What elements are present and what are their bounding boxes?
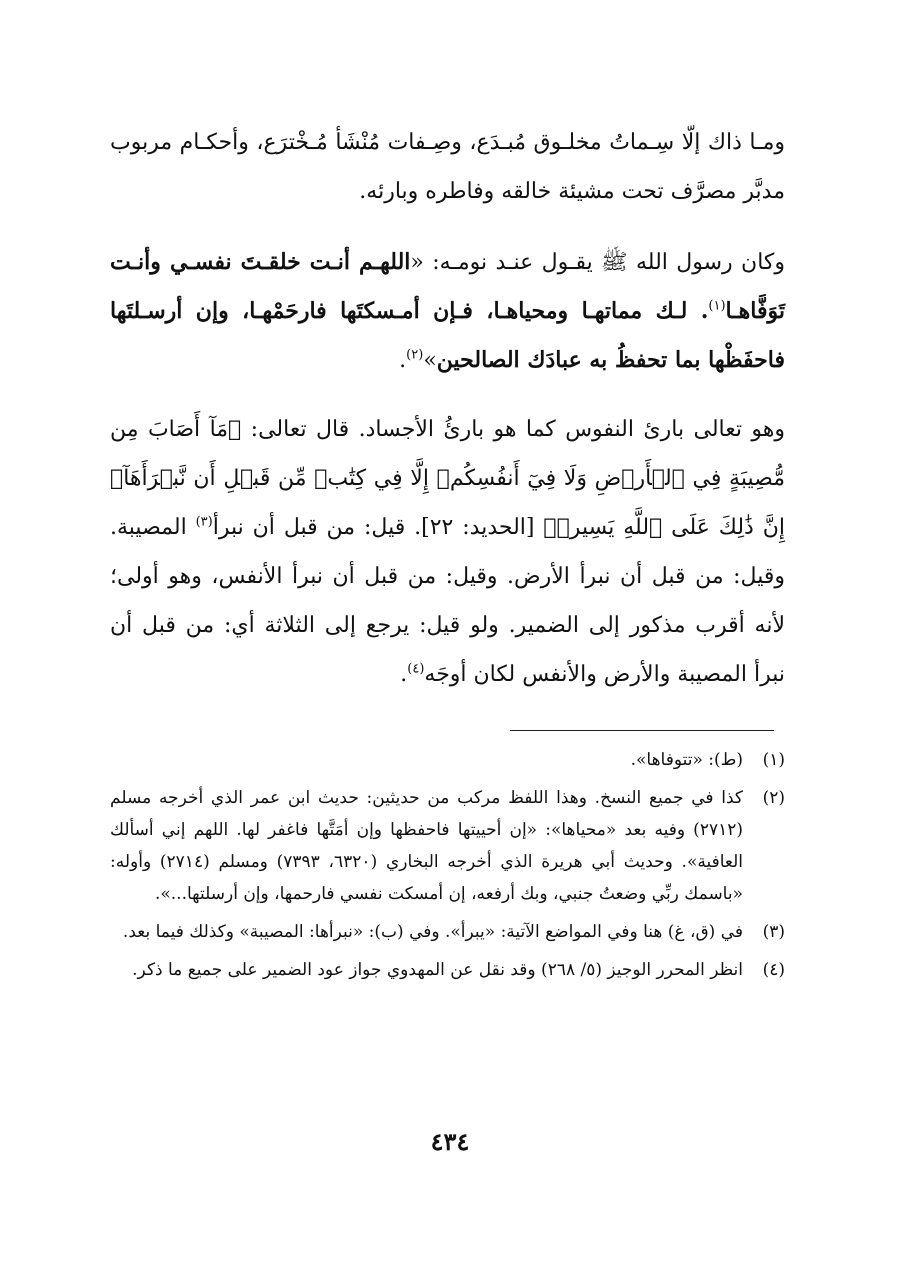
footnote-1 (110, 744, 785, 776)
footnote-number: (٤) (762, 960, 785, 980)
footnote-text: (ط): «تتوفاها». (630, 750, 743, 770)
footnote-number: (٣) (762, 922, 785, 942)
paragraph-3-intro: وهو تعالى بارئ النفوس كما هو بارئُ الأجساد. قال تعالى: (241, 417, 785, 442)
footnote-4 (110, 954, 785, 986)
footnote-text: انظر المحرر الوجيز (٥/ ٢٦٨) وقد نقل عن المهدوي جواز عود الضمير على جميع ما ذكر. (132, 960, 743, 980)
footnote-ref-4: (٤) (407, 661, 425, 677)
footnote-ref-2: (٢) (406, 347, 424, 363)
footnote-text: كذا في جميع النسخ. وهذا اللفظ مركب من حديثين: حديث ابن عمر الذي أخرجه مسلم (٢٧١٢) وفيه بعد «محياها»: «إن أحييتها فاحفظها وإن أمَتَّها فاغفر لها. اللهم إني أسألك العافية». وحديث أبي هريرة الذي أخرجه البخاري (٦٣٢٠، ٧٣٩٣) ومسلم (٢٧١٤) وأوله: «باسمك ربِّي وضعتُ جنبي، وبك أرفعه، إن أمسكت نفسي فارحمها، وإن أرسلتها...». (110, 788, 743, 904)
verse-source: [الحديد: ٢٢]. قيل: من قبل أن نبرأ (212, 515, 544, 540)
paragraph-1-text: ومـا ذاك إلّا سِـماتُ مخلـوق مُبـدَع، وصِـفات مُنْشَأ مُـخْترَع، وأحكـام مربوب مدبَّر مصرَّف تحت مشيئة خالقه وفاطره وبارئه. (110, 130, 785, 204)
footnote-number: (٢) (762, 788, 785, 808)
page-number: ٤٣٤ (430, 1127, 470, 1156)
footnote-ref-1: (١) (708, 298, 726, 314)
hadith-text-b: . لـك مماتهـا ومحياهـا، فـإن أمـسكتَها فارحَمْهـا، وإن أرسـلتَها فاحفَظْها بما تحفظُ به عبادَك الصالحين (110, 298, 785, 373)
footnotes (110, 744, 785, 992)
quran-verse: ﴿مَآ أَصَابَ مِن مُّصِيبَةٍ فِي ٱلۡأَرۡضِ وَلَا فِيٓ أَنفُسِكُمۡ إِلَّا فِي كِتَٰبٖ مِّن قَبۡلِ أَن نَّبۡرَأَهَآۚ إِنَّ ذَٰلِكَ عَلَى ٱللَّهِ يَسِيرٞ﴾ (110, 417, 786, 540)
paragraph-2-intro: وكان رسول الله ﷺ يقـول عنـد نومـه: « (410, 250, 786, 275)
footnote-separator (510, 730, 774, 731)
footnote-2 (110, 782, 785, 910)
paragraph-2 (110, 238, 785, 385)
footnote-text: في (ق، غ) هنا وفي المواضع الآتية: «يبرأ». وفي (ب): «نبرأها: المصيبة» وكذلك فيما بعد. (122, 922, 743, 942)
paragraph-3-rest: المصيبة. وقيل: من قبل أن نبرأ الأرض. وقيل: من قبل أن نبرأ الأنفس، وهو أولى؛ لأنه أقرب مذكور إلى الضمير. ولو قيل: يرجع إلى الثلاثة أي: من قبل أن نبرأ المصيبة والأرض والأنفس لكان أوجَه (110, 515, 786, 687)
paragraph-3 (110, 405, 785, 699)
footnote-ref-3: (٣) (195, 514, 213, 530)
quote-close: » (423, 348, 437, 373)
paragraph-3-end: . (400, 662, 408, 687)
main-text (110, 118, 785, 719)
hadith-text-a: اللهـم أنـت خلقـتَ نفسـي وأنـت تَوَفَّاهـا (110, 249, 785, 324)
paragraph-1 (110, 118, 785, 216)
footnote-3 (110, 916, 785, 948)
footnote-number: (١) (762, 750, 785, 770)
paragraph-2-end: . (399, 348, 407, 373)
